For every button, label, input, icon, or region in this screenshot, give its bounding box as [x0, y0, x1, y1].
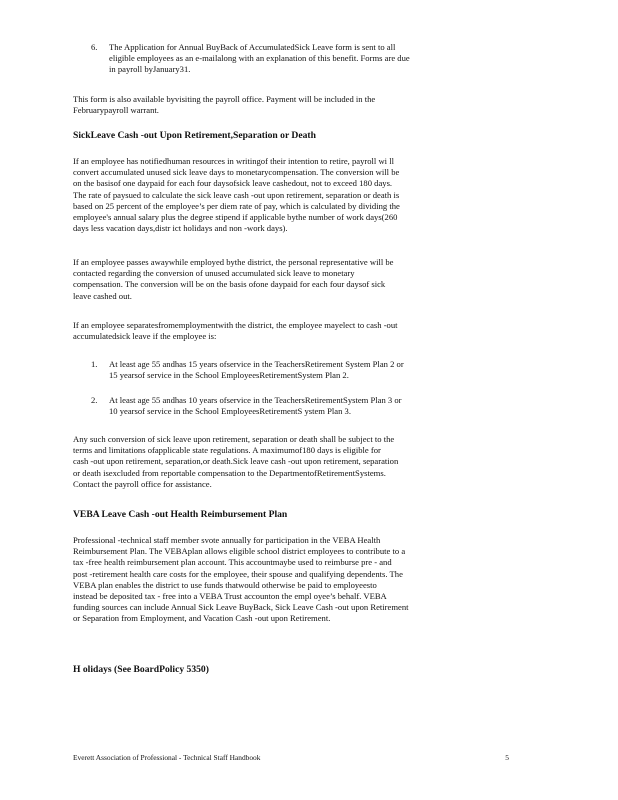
- section-heading-holidays: H olidays (See BoardPolicy 5350): [73, 664, 209, 675]
- text-line: This form is also available byvisiting the payroll office. Payment will be included in the: [73, 94, 376, 104]
- text-line: contacted regarding the conversion of unused accumulated sick leave to monetary: [73, 268, 355, 279]
- text-line: If an employee has notifiedhuman resources in writingof their intention to retire, payroll wi ll: [73, 156, 394, 166]
- text-line: terms and limitations ofapplicable state regulations. A maximumof180 days is eligible for: [73, 445, 381, 456]
- text-line: based on 25 percent of the employee’s per diem rate of pay, which is calculated by dividing the: [73, 200, 400, 211]
- text-line: The rate of paysued to calculate the sick leave cash -out upon retirement, separation or death is: [73, 189, 400, 200]
- text-line: Contact the payroll office for assistance.: [73, 478, 212, 489]
- text-line: or Separation from Employment, and Vacation Cash -out upon Retirement.: [73, 613, 331, 624]
- paragraph-death-benefit: [73, 257, 538, 302]
- footer-title: Everett Association of Professional - Technical Staff Handbook: [73, 753, 261, 762]
- section-heading-sick-leave: SickLeave Cash -out Upon Retirement,Separation or Death: [73, 130, 316, 141]
- text-line: VEBA plan enables the district to use funds thatwould otherwise be paid to employeesto: [73, 579, 377, 590]
- text-line: At least age 55 andhas 10 years ofservice in the TeachersRetirementSystem Plan 3 or: [109, 395, 402, 405]
- paragraph-retirement-notice: [73, 156, 538, 234]
- text-line: compensation. The conversion will be on the basis ofone daypaid for each four daysof sick: [73, 279, 386, 290]
- text-line: on the basisof one daypaid for each four daysofsick leave cashedout, not to exceed 180 days.: [73, 178, 393, 189]
- text-line: instead be deposited tax - free into a VEBA Trust accounton the empl oyee’s behalf. VEBA: [73, 591, 387, 602]
- text-line: funding sources can include Annual Sick Leave BuyBack, Sick Leave Cash -out upon Retirement: [73, 602, 409, 613]
- text-line: Any such conversion of sick leave upon retirement, separation or death shall be subject to the: [73, 434, 395, 444]
- text-line: eligible employees as an e-mailalong with an explanation of this benefit. Forms are due: [109, 53, 410, 64]
- text-line: in payroll byJanuary31.: [109, 64, 191, 75]
- list-number: 1.: [91, 359, 98, 369]
- list-item-text: [109, 395, 529, 417]
- section-heading-veba: VEBA Leave Cash -out Health Reimbursement Plan: [73, 509, 288, 520]
- text-line: If an employee passes awaywhile employed bythe district, the personal representative will be: [73, 257, 394, 267]
- text-line: or death isexcluded from reportable compensation to the DepartmentofRetirementSystems.: [73, 467, 386, 478]
- text-line: leave cashed out.: [73, 290, 132, 301]
- text-line: If an employee separatesfromemploymentwith the district, the employee mayelect to cash -out: [73, 320, 398, 330]
- text-line: 15 yearsof service in the School EmployeesRetirementSystem Plan 2.: [109, 370, 349, 381]
- text-line: tax -free health reimbursement plan account. This accountmaybe used to reimburse pre - and: [73, 557, 392, 568]
- text-line: post -retirement health care costs for the employee, their spouse and qualifying dependents. The: [73, 568, 403, 579]
- text-line: employee's annual salary plus the degree stipend if applicable bythe number of work days(260: [73, 212, 398, 223]
- paragraph-veba: [73, 535, 538, 625]
- list-item-text: [109, 42, 529, 76]
- text-line: Reimbursement Plan. The VEBAplan allows eligible school district employees to contribute to a: [73, 546, 406, 557]
- text-line: days less vacation days,distr ict holidays and non -work days).: [73, 223, 288, 234]
- text-line: Februarypayroll warrant.: [73, 105, 159, 116]
- text-line: convert accumulated unused sick leave days to monetarycompensation. The conversion will be: [73, 167, 400, 178]
- text-line: cash -out upon retirement, separation,or death.Sick leave cash -out upon retirement, separation: [73, 456, 399, 467]
- paragraph-conversion-terms: [73, 434, 538, 490]
- text-line: At least age 55 andhas 15 years ofservice in the TeachersRetirement System Plan 2 or: [109, 359, 404, 369]
- text-line: The Application for Annual BuyBack of AccumulatedSick Leave form is sent to all: [109, 42, 396, 52]
- list-number: 2.: [91, 395, 98, 405]
- text-line: Professional -technical staff member svote annually for participation in the VEBA Health: [73, 535, 381, 545]
- paragraph-form-available: [73, 94, 538, 116]
- list-item-text: [109, 359, 529, 381]
- text-line: accumulatedsick leave if the employee is:: [73, 331, 217, 342]
- list-number: 6.: [91, 42, 98, 52]
- page-number: 5: [505, 753, 509, 762]
- text-line: 10 yearsof service in the School EmployeesRetirementS ystem Plan 3.: [109, 406, 352, 417]
- paragraph-separation: [73, 320, 538, 342]
